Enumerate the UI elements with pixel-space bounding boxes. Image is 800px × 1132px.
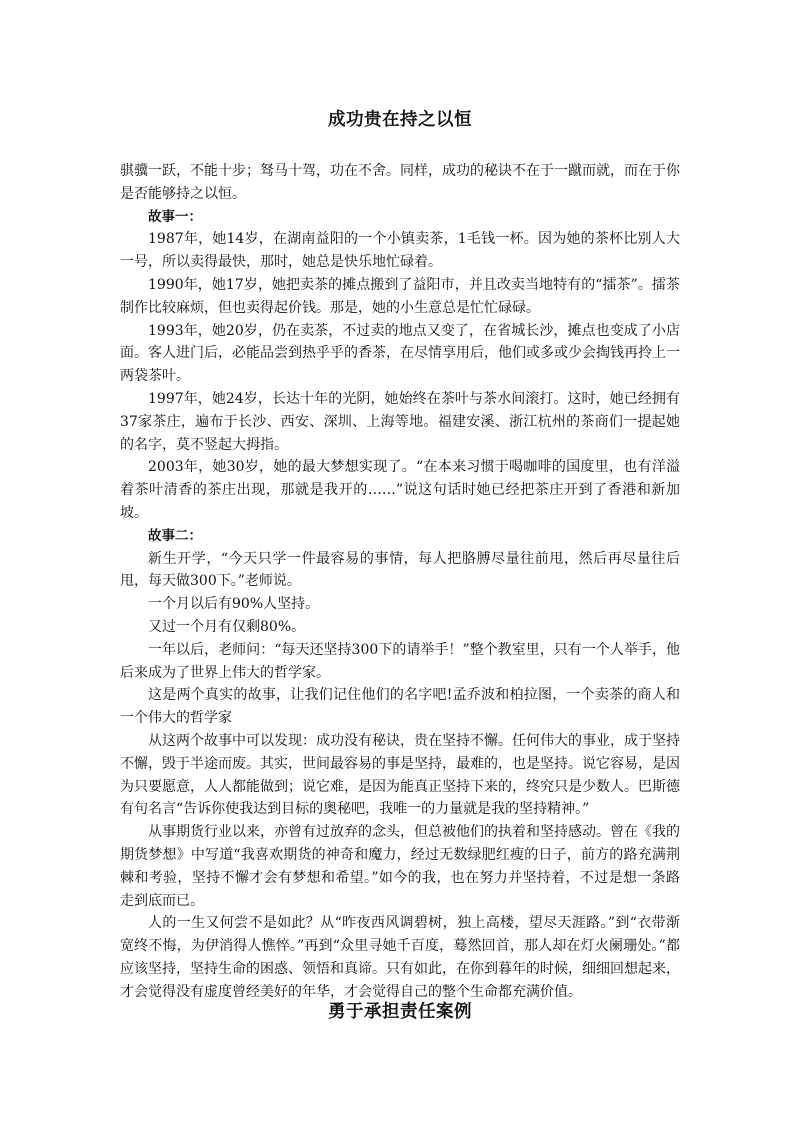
article-body [120,160,680,1003]
story-one-paragraph-2003: 2003年，她30岁，她的最大梦想实现了。“在本来习惯于喝咖啡的国度里，也有洋溢着茶叶清香的茶庄出现，那就是我开的……”说这句话时她已经把茶庄开到了香港和新加坡。 [120,459,680,521]
article-title: 成功贵在持之以恒 [328,110,472,130]
reflection-paragraph: 从这两个故事中可以发现：成功没有秘诀，贵在坚持不懈。任何伟大的事业，成于坚持不懈，毁于半途而废。其实，世间最容易的事是坚持，最难的，也是坚持。说它容易，是因为只要愿意，人人都能做到；说它难，是因为能真正坚持下来的，终究只是少数人。巴斯德有句名言“告诉你使我达到目标的奥秘吧，我唯一的力量就是我的坚持精神。” [120,732,680,818]
story-two-paragraph-one-year: 一年以后，老师问：“每天还坚持300下的请举手！”整个教室里，只有一个人举手，他后来成为了世界上伟大的哲学家。 [120,641,680,681]
futures-paragraph: 从事期货行业以来，亦曾有过放弃的念头，但总被他们的执着和坚持感动。曾在《我的期货梦想》中写道“我喜欢期货的神奇和魔力，经过无数绿肥红瘦的日子，前方的路充满荆棘和考验，坚持不懈才会有梦想和希望。”如今的我，也在努力并坚持着，不过是想一条路走到底而已。 [120,824,680,909]
next-article-title: 勇于承担责任案例 [328,1002,472,1022]
story-two-paragraph-one-month: 一个月以后有90%人坚持。 [148,596,320,613]
story-two-heading: 故事二： [148,527,202,544]
story-two-paragraph-start: 新生开学，“今天只学一件最容易的事情，每人把胳膊尽量往前甩，然后再尽量往后甩，每天做300下。”老师说。 [120,550,680,590]
story-one-paragraph-1990: 1990年，她17岁，她把卖茶的摊点搬到了益阳市，并且改卖当地特有的“擂茶”。擂茶制作比较麻烦，但也卖得起价钱。那是，她的小生意总是忙忙碌碌。 [120,276,680,316]
intro-paragraph: 骐骥一跃，不能十步；驽马十驾，功在不舍。同样，成功的秘诀不在于一蹴而就，而在于你是否能够持之以恒。 [120,163,680,202]
story-one-paragraph-1993: 1993年，她20岁，仍在卖茶，不过卖的地点又变了，在省城长沙，摊点也变成了小店面。客人进门后，必能品尝到热乎乎的香茶，在尽情享用后，他们或多或少会掏钱再拎上一两袋茶叶。 [120,322,680,385]
story-two-paragraph-two-months: 又过一个月有仅剩80%。 [148,618,306,635]
life-paragraph: 人的一生又何尝不是如此？从“昨夜西风调碧树，独上高楼，望尽天涯路。”到“衣带渐宽终不悔，为伊消得人憔悴。”再到“众里寻她千百度，蓦然回首，那人却在灯火阑珊处。”都应该坚持，坚持生命的困惑、领悟和真谛。只有如此，在你到暮年的时候，细细回想起来，才会觉得没有虚度曾经美好的年华，才会觉得自己的整个生命都充满价值。 [120,915,680,1000]
story-one-paragraph-1997: 1997年，她24岁，长达十年的光阴，她始终在茶叶与茶水间滚打。这时，她已经拥有37家茶庄，遍布于长沙、西安、深圳、上海等地。福建安溪、浙江杭州的茶商们一提起她的名字，莫不竖起大拇指。 [120,390,680,453]
story-one-paragraph-1987: 1987年，她14岁，在湖南益阳的一个小镇卖茶，1毛钱一杯。因为她的茶杯比别人大一号，所以卖得最快，那时，她总是快乐地忙碌着。 [120,231,680,271]
story-one-heading: 故事一： [148,208,202,225]
summary-paragraph: 这是两个真实的故事，让我们记住他们的名字吧!孟乔波和柏拉图，一个卖茶的商人和一个伟大的哲学家 [120,687,680,727]
